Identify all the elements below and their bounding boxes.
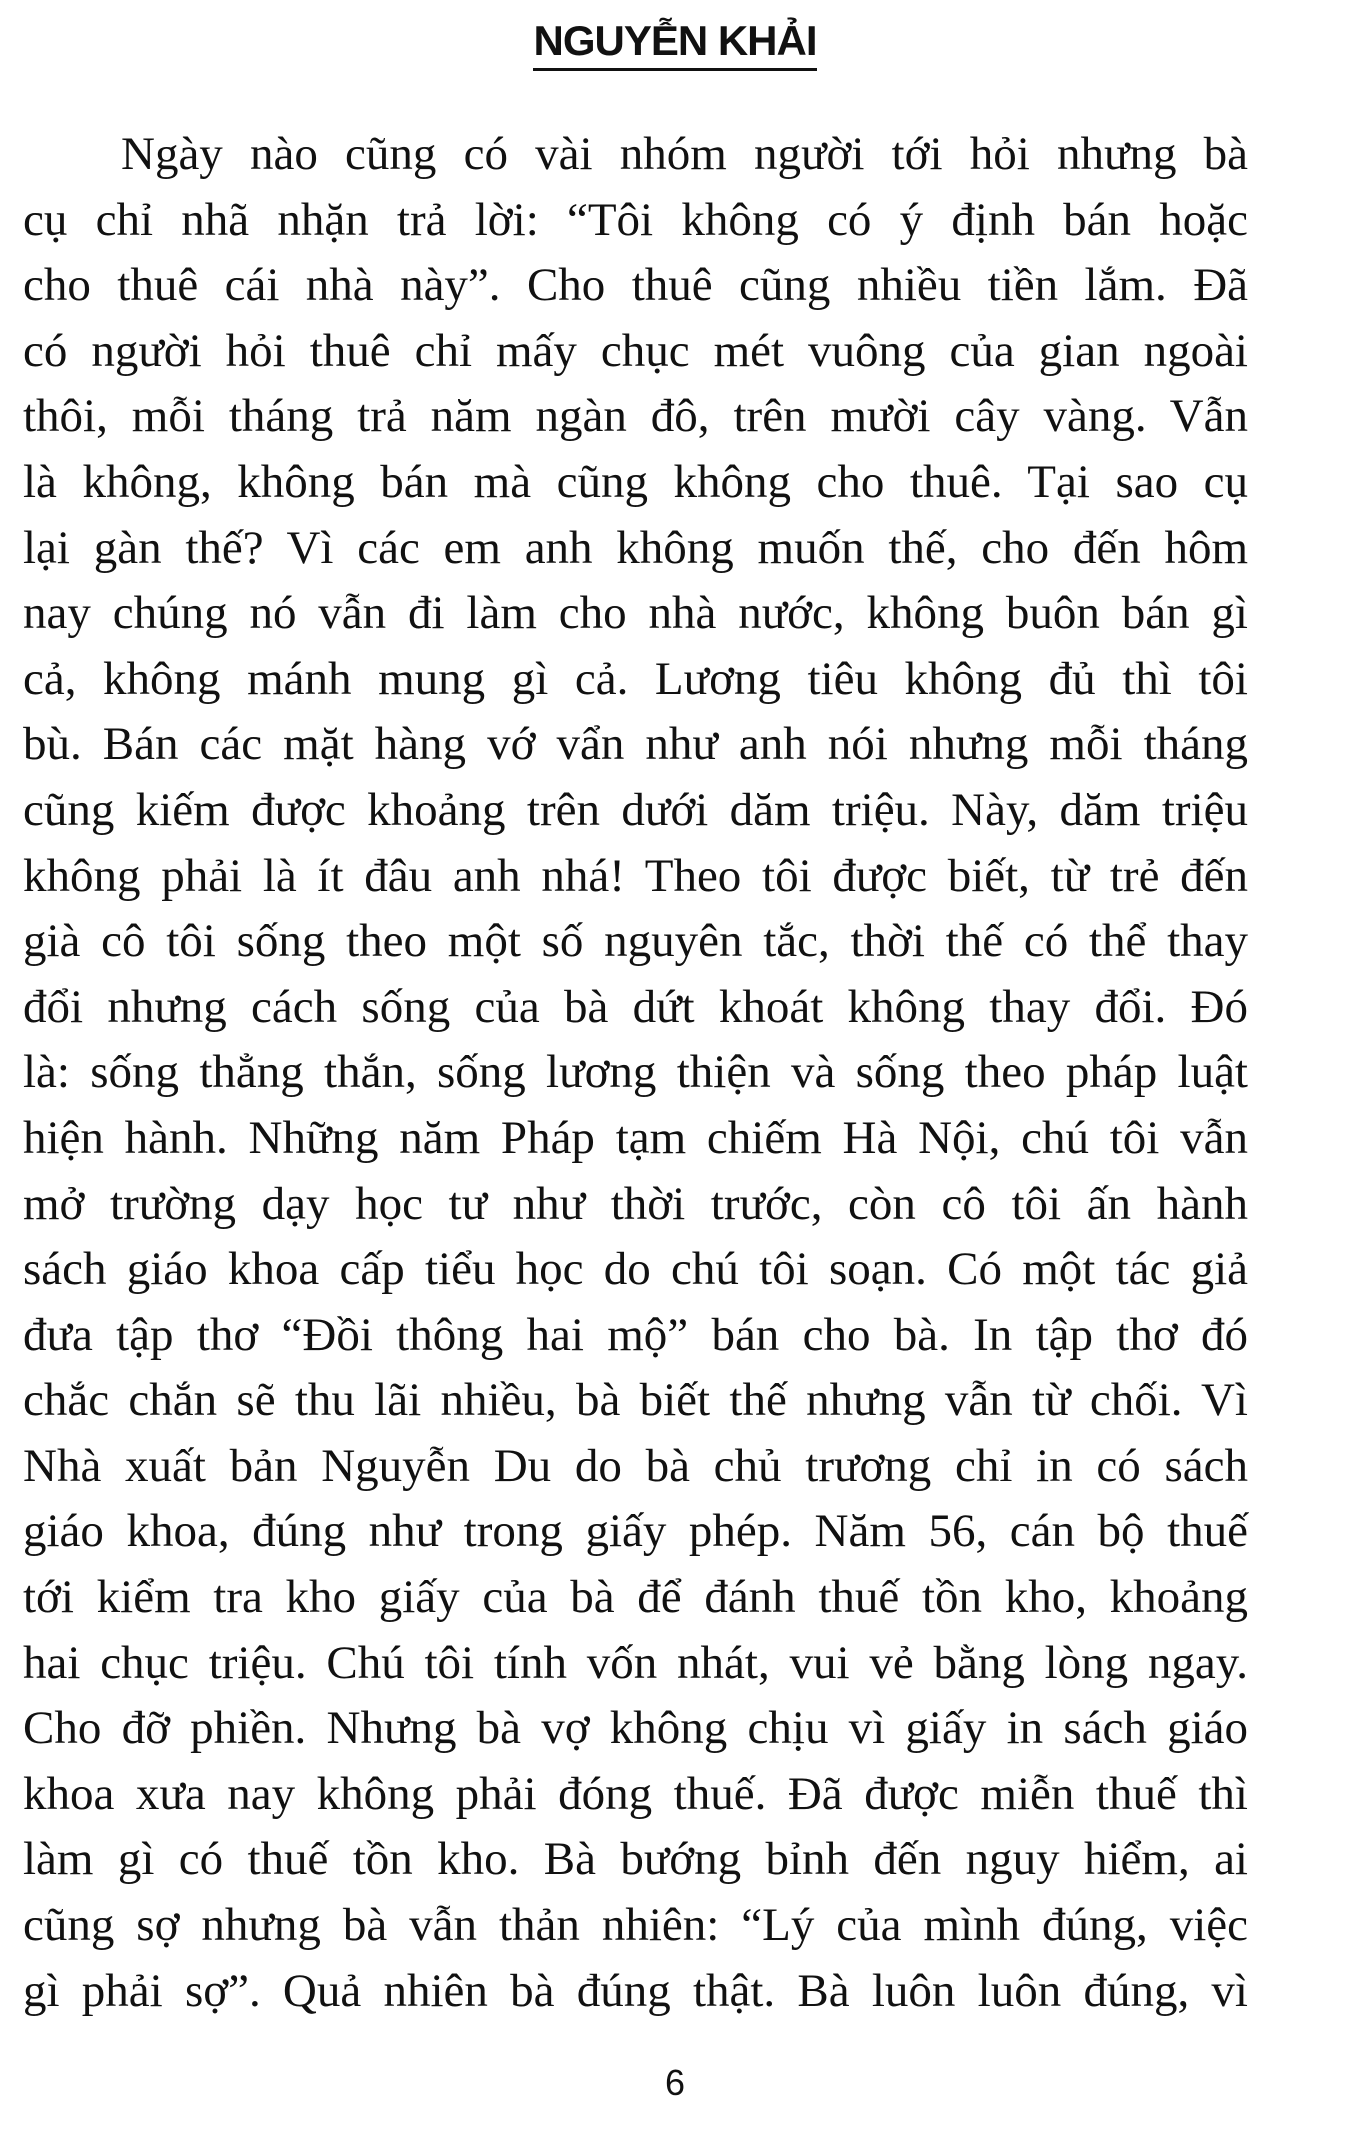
- text-line: cụ chỉ nhã nhặn trả lời: “Tôi không có ý định bán hoặc: [23, 193, 1248, 246]
- text-line: là: sống thẳng thắn, sống lương thiện và sống theo pháp luật: [23, 1046, 1248, 1099]
- text-line: Ngày nào cũng có vài nhóm người tới hỏi nhưng bà: [121, 128, 1248, 180]
- text-line: đổi nhưng cách sống của bà dứt khoát không thay đổi. Đó: [23, 980, 1248, 1033]
- text-line: thôi, mỗi tháng trả năm ngàn đô, trên mười cây vàng. Vẫn: [23, 390, 1248, 443]
- text-line: có người hỏi thuê chỉ mấy chục mét vuông của gian ngoài: [23, 324, 1248, 377]
- text-line: cũng kiếm được khoảng trên dưới dăm triệu. Này, dăm triệu: [23, 783, 1248, 836]
- text-line: già cô tôi sống theo một số nguyên tắc, thời thế có thể thay: [23, 915, 1248, 968]
- text-line: sách giáo khoa cấp tiểu học do chú tôi soạn. Có một tác giả: [23, 1243, 1248, 1296]
- text-line: không phải là ít đâu anh nhá! Theo tôi được biết, từ trẻ đến: [23, 849, 1248, 902]
- text-line: cả, không mánh mung gì cả. Lương tiêu không đủ thì tôi: [23, 652, 1248, 705]
- text-line: lại gàn thế? Vì các em anh không muốn thế, cho đến hôm: [23, 521, 1248, 574]
- text-line: khoa xưa nay không phải đóng thuế. Đã được miễn thuế thì: [23, 1767, 1248, 1820]
- body-paragraph: [23, 122, 1248, 2024]
- text-line: Nhà xuất bản Nguyễn Du do bà chủ trương chỉ in có sách: [23, 1439, 1248, 1492]
- text-line: hai chục triệu. Chú tôi tính vốn nhát, vui vẻ bằng lòng ngay.: [23, 1636, 1248, 1689]
- text-line: Cho đỡ phiền. Nhưng bà vợ không chịu vì giấy in sách giáo: [23, 1702, 1248, 1755]
- text-line: cho thuê cái nhà này”. Cho thuê cũng nhiều tiền lắm. Đã: [23, 259, 1248, 312]
- text-line: nay chúng nó vẫn đi làm cho nhà nước, không buôn bán gì: [23, 587, 1248, 640]
- page-number: 6: [664, 2062, 686, 2103]
- text-line: bù. Bán các mặt hàng vớ vẩn như anh nói nhưng mỗi tháng: [23, 718, 1248, 771]
- text-line: giáo khoa, đúng như trong giấy phép. Năm 56, cán bộ thuế: [23, 1505, 1248, 1558]
- text-line: làm gì có thuế tồn kho. Bà bướng bỉnh đến nguy hiểm, ai: [23, 1833, 1248, 1886]
- text-line: hiện hành. Những năm Pháp tạm chiếm Hà Nội, chú tôi vẫn: [23, 1111, 1248, 1164]
- text-line: là không, không bán mà cũng không cho thuê. Tại sao cụ: [23, 455, 1248, 508]
- running-header: [0, 18, 1350, 71]
- text-line: gì phải sợ”. Quả nhiên bà đúng thật. Bà luôn luôn đúng, vì: [23, 1964, 1248, 2017]
- text-line: chắc chắn sẽ thu lãi nhiều, bà biết thế nhưng vẫn từ chối. Vì: [23, 1374, 1248, 1427]
- text-line: tới kiểm tra kho giấy của bà để đánh thuế tồn kho, khoảng: [23, 1571, 1248, 1624]
- text-line: mở trường dạy học tư như thời trước, còn cô tôi ấn hành: [23, 1177, 1248, 1230]
- text-line: cũng sợ nhưng bà vẫn thản nhiên: “Lý của mình đúng, việc: [23, 1899, 1248, 1952]
- author-name: NGUYỄN KHẢI: [533, 18, 816, 71]
- text-line: đưa tập thơ “Đồi thông hai mộ” bán cho bà. In tập thơ đó: [23, 1308, 1248, 1361]
